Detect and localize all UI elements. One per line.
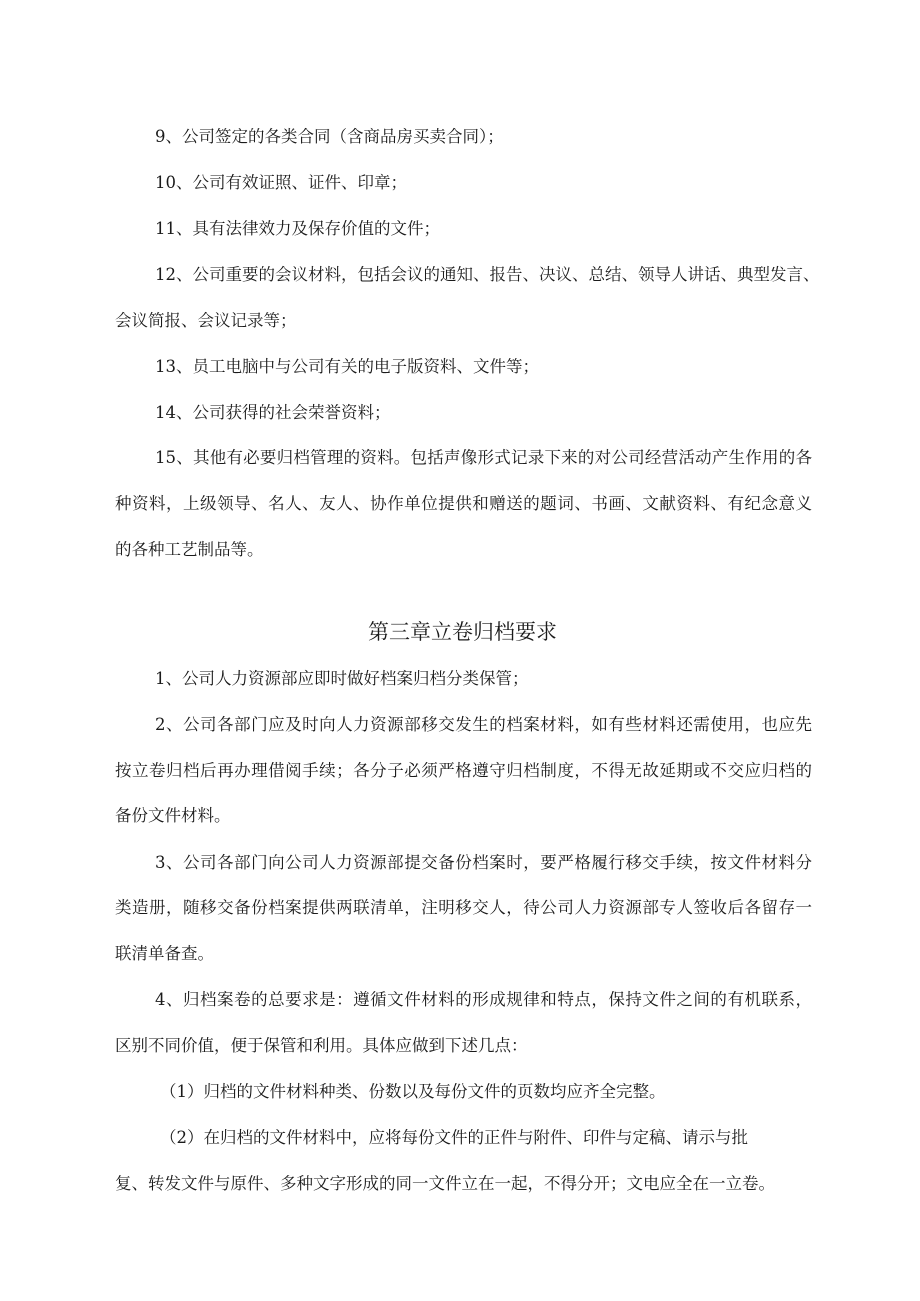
list-item-15-line-2: 种资料，上级领导、名人、友人、协作单位提供和赠送的题词、书画、文献资料、有纪念意义 (115, 494, 812, 513)
chapter-item-3-line-2: 类造册，随移交备份档案提供两联清单，注明移交人，待公司人力资源部专人签收后各留存一 (115, 898, 812, 917)
list-item-9: 9、公司签定的各类合同（含商品房买卖合同）； (155, 127, 504, 146)
list-item-15-line-1: 15、其他有必要归档管理的资料。包括声像形式记录下来的对公司经营活动产生作用的各 (155, 448, 812, 467)
list-item-10: 10、公司有效证照、证件、印章； (155, 173, 407, 192)
chapter-item-4-sub-1: （1）归档的文件材料种类、份数以及每份文件的页数均应齐全完整。 (160, 1082, 666, 1101)
chapter-title: 第三章立卷归档要求 (368, 620, 557, 644)
chapter-item-2-line-2: 按立卷归档后再办理借阅手续；各分子必须严格遵守归档制度，不得无故延期或不交应归档的 (115, 761, 812, 780)
list-item-15-line-3: 的各种工艺制品等。 (115, 540, 264, 559)
list-item-11: 11、具有法律效力及保存价值的文件； (155, 219, 440, 238)
list-item-14: 14、公司获得的社会荣誉资料； (155, 403, 391, 422)
list-item-12-line-2: 会议简报、会议记录等； (115, 311, 297, 330)
list-item-12-line-1: 12、公司重要的会议材料，包括会议的通知、报告、决议、总结、领导人讲话、典型发言、 (155, 265, 820, 284)
chapter-item-4-sub-2-line-2: 复、转发文件与原件、多种文字形成的同一文件立在一起，不得分开；文电应全在一立卷。 (115, 1174, 775, 1193)
chapter-item-3-line-3: 联清单备查。 (115, 944, 214, 963)
chapter-item-4-line-1: 4、归档案卷的总要求是：遵循文件材料的形成规律和特点，保持文件之间的有机联系， (155, 990, 812, 1009)
list-item-13: 13、员工电脑中与公司有关的电子版资料、文件等； (155, 357, 539, 376)
chapter-item-2-line-3: 备份文件材料。 (115, 806, 231, 825)
chapter-item-2-line-1: 2、公司各部门应及时向人力资源部移交发生的档案材料，如有些材料还需使用，也应先 (155, 715, 812, 734)
chapter-item-3-line-1: 3、公司各部门向公司人力资源部提交备份档案时，要严格履行移交手续，按文件材料分 (155, 853, 812, 872)
chapter-item-4-line-2: 区别不同价值，便于保管和利用。具体应做到下述几点： (115, 1036, 528, 1055)
chapter-item-4-sub-2-line-1: （2）在归档的文件材料中，应将每份文件的正件与附件、印件与定稿、请示与批 (160, 1128, 748, 1147)
chapter-item-1: 1、公司人力资源部应即时做好档案归档分类保管； (155, 669, 529, 688)
